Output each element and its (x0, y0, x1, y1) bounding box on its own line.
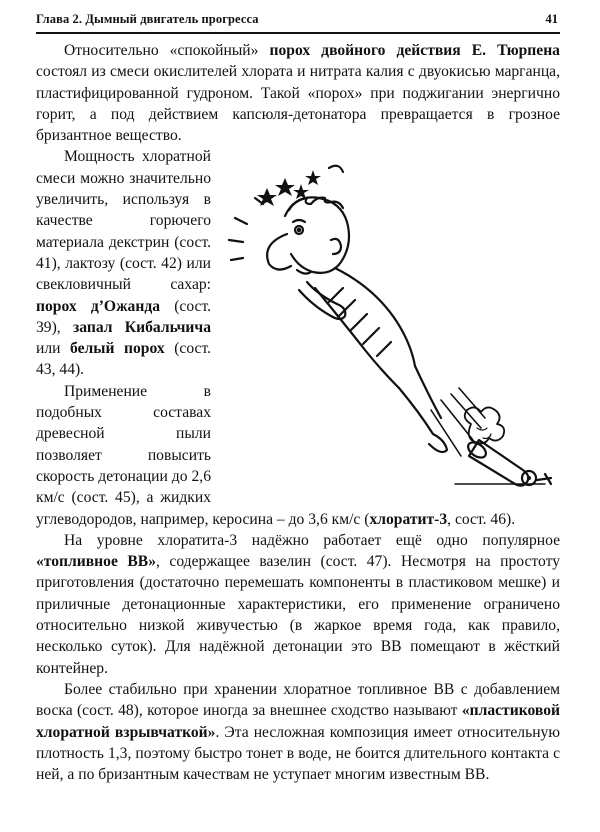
bold-term: запал Кибальчича (72, 318, 211, 336)
text-run: Мощность хлоратной смеси можно значительно увеличить, используя в качестве горючего материала декстрин (сост. 41), лактозу (сост. 42) или свекловичный сахар: (36, 148, 211, 294)
dizzy-stars (257, 170, 321, 206)
text-run: , содержащее вазелин (сост. 47). Несмотря на простоту приготовления (достаточно перемешать компоненты в пластиковом мешке) и приличные детонационные характеристики, его применение ограничено относительно низкой живучестью (в жаркое время года, как правило, несколько суток). Для надёжной детонации это ВВ помещают в жёсткий контейнер. (36, 553, 561, 677)
bold-term: «топливное ВВ» (36, 553, 156, 571)
cannon (465, 440, 551, 486)
page-number: 41 (545, 12, 558, 26)
speed-lines (431, 388, 485, 456)
text-run: или (36, 340, 71, 358)
cartoon-illustration (215, 148, 570, 488)
man-legs (399, 366, 447, 452)
cannon-man-drawing (215, 148, 570, 488)
text-run: Относительно «спокойный» (64, 42, 270, 59)
bold-term: «пластиковой хлоратной взрывчаткой» (36, 702, 560, 741)
shock-line (329, 166, 343, 172)
shock-lines (229, 198, 263, 260)
text-run: , сост. 46). (447, 510, 516, 528)
paragraph-1 (36, 40, 560, 146)
text-run: Применение в подобных составах древесной пыли позволяет повысить скорость детонации до 2,6 км/с (сост. 45), а жидких углеводородов, например, керосина – до 3,6 км/с ( (36, 382, 370, 528)
paragraph-4 (36, 530, 560, 679)
man-arm (299, 282, 345, 319)
text-run: состоял из смеси окислителей хлората и нитрата калия с двуокисью марганца, пластифицированной гудроном. Такой «порох» при поджигании энергично горит, а под действием капсюля-детонатора превращается в грозное бризантное вещество. (36, 63, 560, 145)
paragraph-5 (36, 679, 560, 785)
bold-term: хлоратит-3 (369, 510, 448, 528)
text-run: (сост. 39), (36, 297, 211, 336)
bold-term: порох д’Ожанда (36, 297, 161, 315)
smoke-puff (465, 408, 504, 444)
man-head (267, 198, 349, 274)
text-run: (сост. 43, 44). (36, 340, 211, 379)
man-torso (315, 268, 415, 388)
body-text (36, 40, 560, 785)
text-run: На уровне хлоратита-3 надёжно работает ещё одно популярное (64, 531, 560, 549)
running-header (36, 10, 560, 34)
bold-term: порох двойного действия Е. Тюрпена (269, 42, 560, 59)
text-run: Более стабильно при хранении хлоратное топливное ВВ с добавлением воска (сост. 48), которое иногда за внешнее сходство называют (36, 680, 560, 720)
text-run: . Эта несложная композиция имеет относительную плотность 1,3, поэтому быстро тонет в воде, не боится длительного контакта с ней, а по бризантным качествам не уступает многим известным ВВ. (36, 723, 560, 784)
chapter-title: Глава 2. Дымный двигатель прогресса (36, 12, 259, 26)
bold-term: белый порох (70, 340, 165, 358)
